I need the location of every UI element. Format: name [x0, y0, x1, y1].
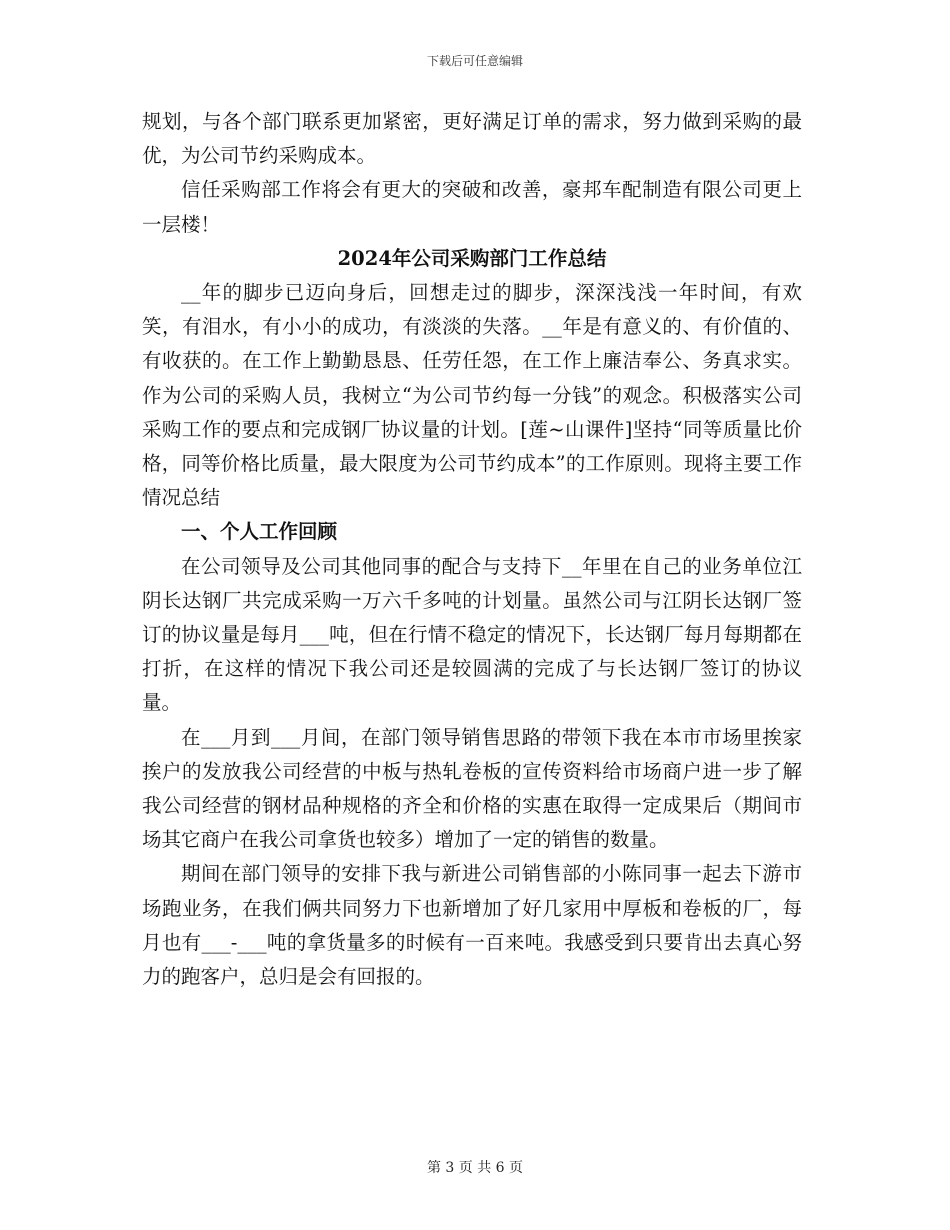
document-title: 2024年公司采购部门工作总结 — [337, 246, 607, 270]
paragraph-market: 在___月到___月间，在部门领导销售思路的带领下我在本市市场里挨家挨户的发放我公司经营的中板与热轧卷板的宣传资料给市场商户进一步了解我公司经营的钢材品种规格的齐全和价格的实惠在取得一定成果后（期间市场其它商户在我公司拿货也较多）增加了一定的销售的数量。 — [142, 725, 802, 852]
page-header-note: 下载后可任意编辑 — [426, 54, 523, 68]
paragraph-procurement: 在公司领导及公司其他同事的配合与支持下__年里在自己的业务单位江阴长达钢厂共完成采购一万六千多吨的计划量。虽然公司与江阴长达钢厂签订的协议量是每月___吨，但在行情不稳定的情况下，长达钢厂每月每期都在打折，在这样的情况下我公司还是较圆满的完成了与长达钢厂签订的协议量。 — [142, 554, 802, 715]
document-body — [142, 105, 802, 994]
paragraph-downstream: 期间在部门领导的安排下我与新进公司销售部的小陈同事一起去下游市场跑业务，在我们俩共同努力下也新增加了好几家用中厚板和卷板的厂，每月也有___-___吨的拿货量多的时候有一百来吨。我感受到只要肯出去真心努力的跑客户，总归是会有回报的。 — [142, 862, 802, 989]
paragraph-closing: 信任采购部工作将会有更大的突破和改善，豪邦车配制造有限公司更上一层楼！ — [142, 178, 802, 236]
paragraph-intro: __年的脚步已迈向身后，回想走过的脚步，深深浅浅一年时间，有欢笑，有泪水，有小小的成功，有淡淡的失落。__年是有意义的、有价值的、有收获的。在工作上勤勤恳恳、任劳任怨，在工作上廉洁奉公、务真求实。作为公司的采购人员，我树立“为公司节约每一分钱”的观念。积极落实公司采购工作的要点和完成钢厂协议量的计划。[莲~山课件]坚持“同等质量比价格，同等价格比质量，最大限度为公司节约成本”的工作原则。现将主要工作情况总结 — [142, 281, 802, 510]
section-heading-personal-review: 一、个人工作回顾 — [181, 520, 338, 544]
paragraph-continued: 规划，与各个部门联系更加紧密，更好满足订单的需求，努力做到采购的最优，为公司节约采购成本。 — [142, 110, 802, 168]
page-number: 第 3 页 共 6 页 — [426, 1160, 524, 1176]
